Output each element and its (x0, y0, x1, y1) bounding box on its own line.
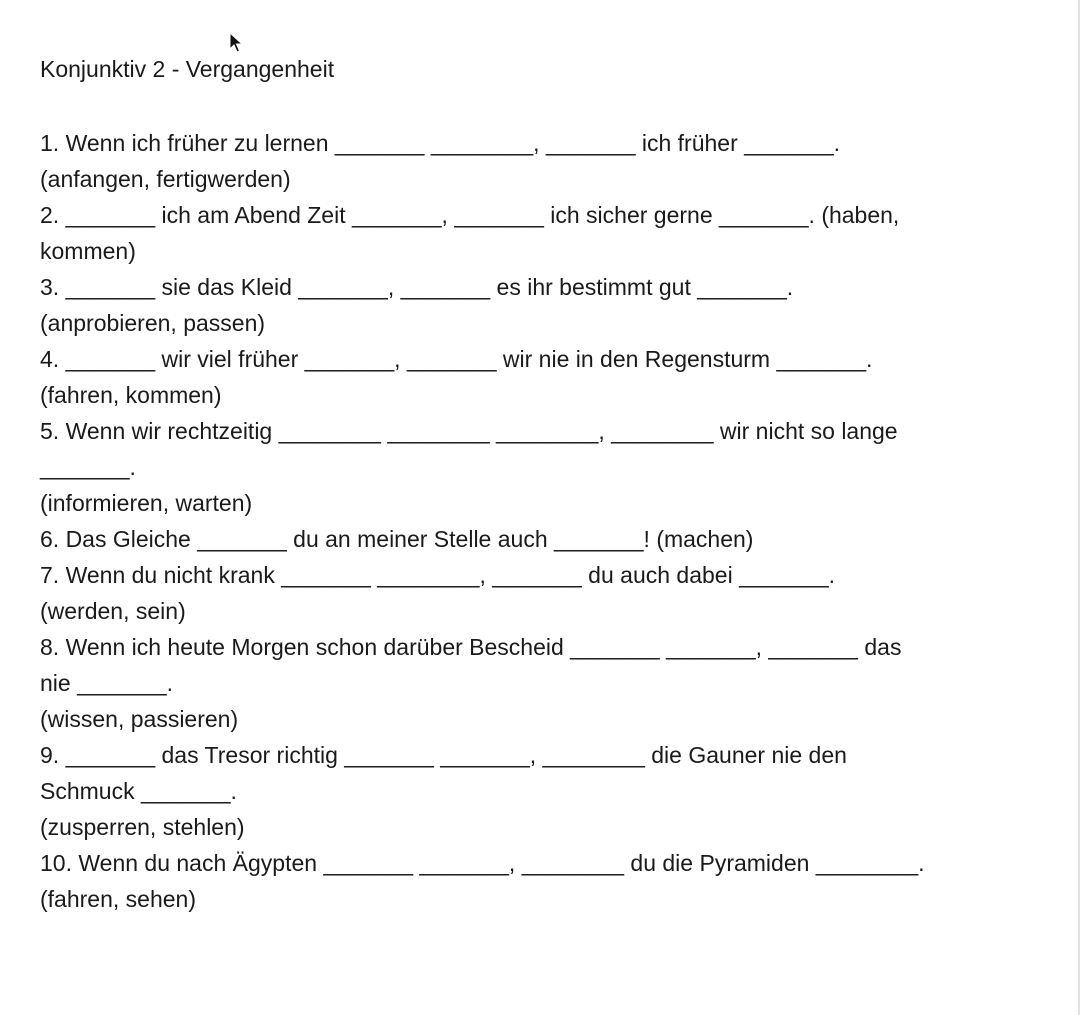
exercise-hint-5: (informieren, warten) (40, 490, 253, 516)
exercise-line-2-cont: kommen) (40, 238, 136, 264)
exercise-hint-4: (fahren, kommen) (40, 382, 222, 408)
exercise-hint-7: (werden, sein) (40, 598, 186, 624)
exercise-line-8: 8. Wenn ich heute Morgen schon darüber Bescheid _______ _______, _______ das (40, 634, 902, 660)
exercise-line-9-cont: Schmuck _______. (40, 778, 237, 804)
exercise-line-1: 1. Wenn ich früher zu lernen _______ ________, _______ ich früher _______. (40, 130, 841, 156)
exercise-hint-1: (anfangen, fertigwerden) (40, 166, 291, 192)
exercise-line-3: 3. _______ sie das Kleid _______, _______ es ihr bestimmt gut _______. (40, 274, 794, 300)
exercise-line-10: 10. Wenn du nach Ägypten _______ _______, ________ du die Pyramiden ________. (40, 850, 925, 876)
exercise-line-7: 7. Wenn du nicht krank _______ ________, _______ du auch dabei _______. (40, 562, 836, 588)
worksheet-title: Konjunktiv 2 - Vergangenheit (40, 56, 335, 82)
mouse-pointer-icon (229, 32, 243, 54)
exercise-hint-3: (anprobieren, passen) (40, 310, 266, 336)
exercise-line-5-cont: _______. (40, 454, 136, 480)
exercise-line-4: 4. _______ wir viel früher _______, _______ wir nie in den Regensturm _______. (40, 346, 873, 372)
exercise-hint-8: (wissen, passieren) (40, 706, 239, 732)
exercise-line-2: 2. _______ ich am Abend Zeit _______, _______ ich sicher gerne _______. (haben, (40, 202, 900, 228)
exercise-line-6: 6. Das Gleiche _______ du an meiner Stelle auch _______! (machen) (40, 526, 754, 552)
exercise-hint-10: (fahren, sehen) (40, 886, 196, 912)
exercise-line-5: 5. Wenn wir rechtzeitig ________ ________ ________, ________ wir nicht so lange (40, 418, 898, 444)
exercise-line-8-cont: nie _______. (40, 670, 174, 696)
exercise-hint-9: (zusperren, stehlen) (40, 814, 245, 840)
exercise-line-9: 9. _______ das Tresor richtig _______ _______, ________ die Gauner nie den (40, 742, 847, 768)
